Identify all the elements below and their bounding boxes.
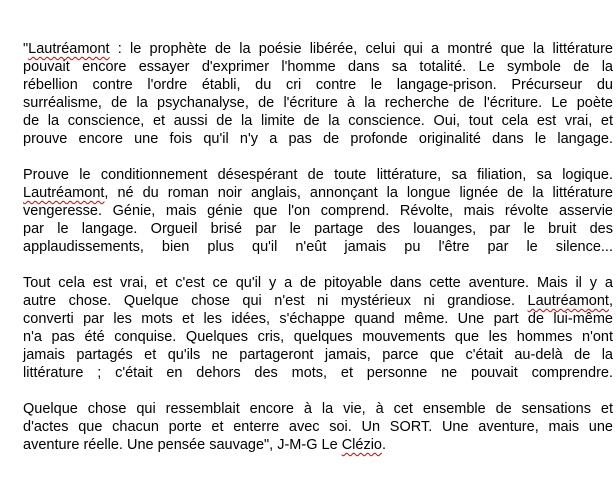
text-line: n'a pas été conquise. Quelques cris, quelques mouvements que les hommes n'ont <box>23 329 613 345</box>
text-line: prouve encore une fois qu'il n'y a pas de profonde originalité dans le langage. <box>23 131 613 147</box>
text-line: applaudissements, bien plus qu'il n'eût jamais pu l'être par le silence... <box>23 239 613 255</box>
text-line: vengeresse. Génie, mais génie que l'on comprend. Révolte, mais révolte asservie <box>23 203 613 219</box>
text-line: aventure réelle. Une pensée sauvage", J-M-G Le Clézio. <box>23 437 387 453</box>
text-line: converti par les mots et les idées, s'échappe quand même. Une part de lui-même <box>23 311 613 327</box>
text-line: d'actes que chacun porte et enterre avec soi. Un SORT. Une aventure, mais une <box>23 419 613 435</box>
misspelled-word[interactable]: Clézio <box>341 437 382 453</box>
text-line: autre chose. Quelque chose qui n'est ni mystérieux ni grandiose. Lautréamont, <box>23 293 613 309</box>
text-line: surréalisme, de la psychanalyse, de l'écriture à la recherche de l'écriture. Le poète <box>23 95 613 111</box>
text-line: Tout cela est vrai, et c'est ce qu'il y a de pitoyable dans cette aventure. Mais il y a <box>23 275 613 291</box>
text-line: Prouve le conditionnement désespérant de toute littérature, sa filiation, sa logique. <box>23 167 613 183</box>
text-line: rébellion contre l'ordre établi, du cri contre le langage-prison. Précurseur du <box>23 77 613 93</box>
paragraph-1 <box>23 40 613 148</box>
paragraph-4 <box>23 400 613 454</box>
misspelled-word[interactable]: Lautréamont <box>28 41 110 57</box>
misspelled-word[interactable]: Lautréamont <box>23 185 105 201</box>
text-line: Quelque chose qui ressemblait encore à la vie, à cet ensemble de sensations et <box>23 401 613 417</box>
paragraph-3 <box>23 274 613 382</box>
text-line: par le langage. Orgueil brisé par le partage des louanges, par le bruit des <box>23 221 613 237</box>
text-line: littérature ; c'était en dehors des mots, et personne ne pouvait comprendre. <box>23 365 613 381</box>
text-line: de la conscience, et aussi de la limite de la conscience. Oui, tout cela est vrai, et <box>23 113 613 129</box>
paragraph-2 <box>23 166 613 256</box>
text-line: Lautréamont, né du roman noir anglais, annonçant la longue lignée de la littérature <box>23 185 613 201</box>
text-line: jamais partagés et qu'ils ne partageront jamais, parce que c'était au-delà de la <box>23 347 613 363</box>
misspelled-word[interactable]: Lautréamont <box>527 293 609 309</box>
text-line: pouvait encore essayer d'exprimer l'homme dans sa totalité. Le symbole de la <box>23 59 613 75</box>
document-page[interactable] <box>23 40 613 454</box>
text-line: "Lautréamont : le prophète de la poésie libérée, celui qui a montré que la littérature <box>23 41 613 57</box>
